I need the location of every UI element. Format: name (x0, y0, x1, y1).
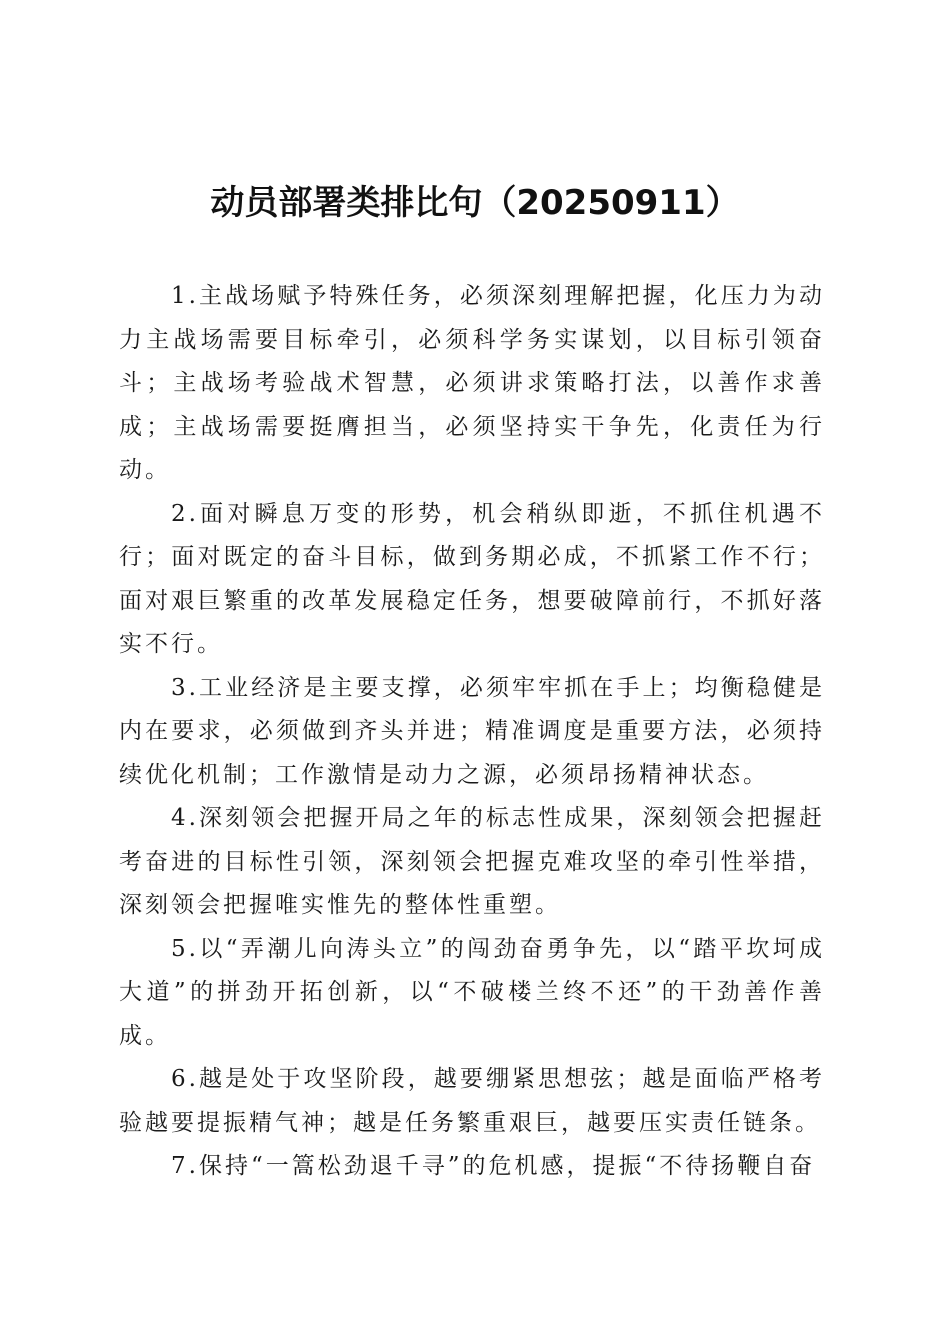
document-title: 动员部署类排比句（20250911） (210, 183, 740, 223)
paragraph-7: 7.保持“一篙松劲退千寻”的危机感，提振“不待扬鞭自奋 (171, 1153, 816, 1179)
paragraph-5: 5.以“弄潮儿向涛头立”的闯劲奋勇争先，以“踏平坎坷成大道”的拼劲开拓创新，以“不破楼兰终不还”的干劲善作善成。 (119, 935, 825, 1049)
paragraph-1: 1.主战场赋予特殊任务，必须深刻理解把握，化压力为动力主战场需要目标牵引，必须科学务实谋划，以目标引领奋斗；主战场考验战术智慧，必须讲求策略打法，以善作求善成；主战场需要挺膺担当，必须坚持实干争先，化责任为行动。 (119, 283, 825, 483)
paragraph-4: 4.深刻领会把握开局之年的标志性成果，深刻领会把握赶考奋进的目标性引领，深刻领会把握克难攻坚的牵引性举措，深刻领会把握唯实惟先的整体性重塑。 (119, 805, 825, 918)
paragraph-6: 6.越是处于攻坚阶段，越要绷紧思想弦；越是面临严格考验越要提振精气神；越是任务繁重艰巨，越要压实责任链条。 (119, 1066, 825, 1136)
document-body (119, 275, 825, 1189)
paragraph-3: 3.工业经济是主要支撑，必须牢牢抓在手上；均衡稳健是内在要求，必须做到齐头并进；精准调度是重要方法，必须持续优化机制；工作激情是动力之源，必须昂扬精神状态。 (119, 674, 825, 788)
paragraph-2: 2.面对瞬息万变的形势，机会稍纵即逝，不抓住机遇不行；面对既定的奋斗目标，做到务期必成，不抓紧工作不行；面对艰巨繁重的改革发展稳定任务，想要破障前行，不抓好落实不行。 (119, 500, 825, 657)
